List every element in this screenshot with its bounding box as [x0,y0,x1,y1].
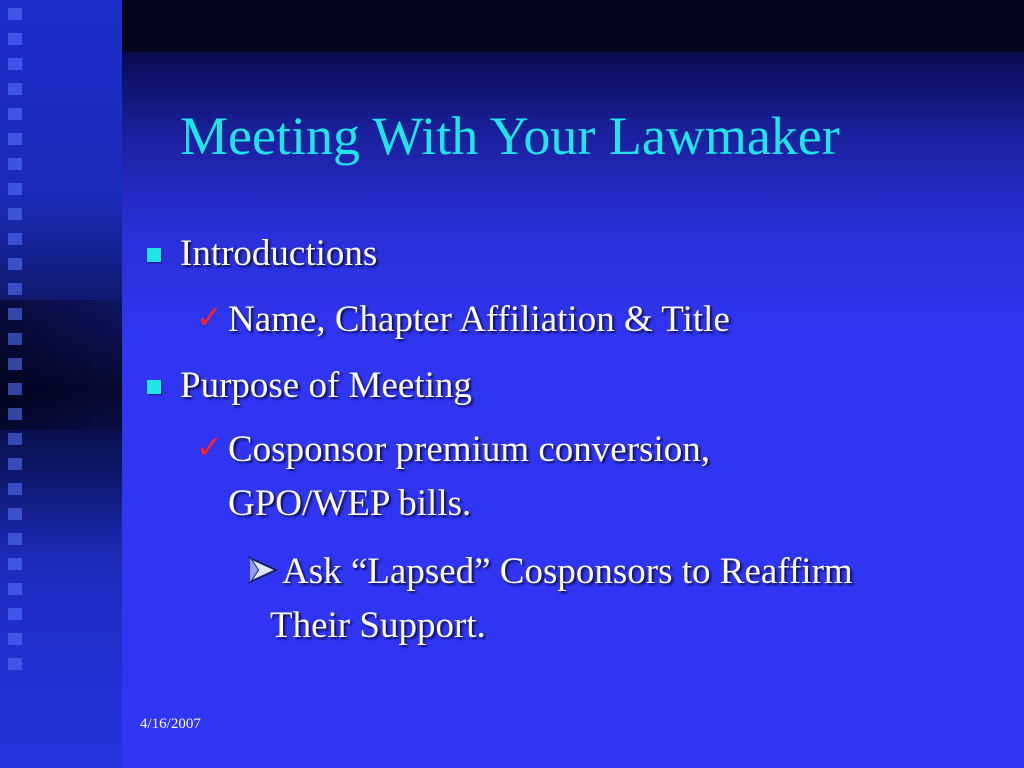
left-decorative-strip [0,0,122,768]
square-pattern [8,8,26,683]
square-bullet-icon [147,248,161,262]
checkmark-icon: ✓ [196,429,223,465]
slide-title: Meeting With Your Lawmaker [180,106,840,166]
sub-bullet-cosponsor-line2: GPO/WEP bills. [228,483,472,524]
square-bullet-icon [147,380,161,394]
footer-date: 4/16/2007 [140,716,201,732]
sub-sub-bullet-ask-line2: Their Support. [270,605,486,646]
sub-sub-bullet-ask-line1: Ask “Lapsed” Cosponsors to Reaffirm [282,551,853,592]
bullet-introductions: Introductions [180,233,378,274]
sub-bullet-name-chapter: Name, Chapter Affiliation & Title [228,299,730,340]
bullet-purpose: Purpose of Meeting [180,365,472,406]
arrow-bullet-icon [248,556,278,584]
sub-bullet-cosponsor-line1: Cosponsor premium conversion, [228,429,710,470]
top-dark-band [122,0,1024,52]
checkmark-icon: ✓ [196,299,223,335]
